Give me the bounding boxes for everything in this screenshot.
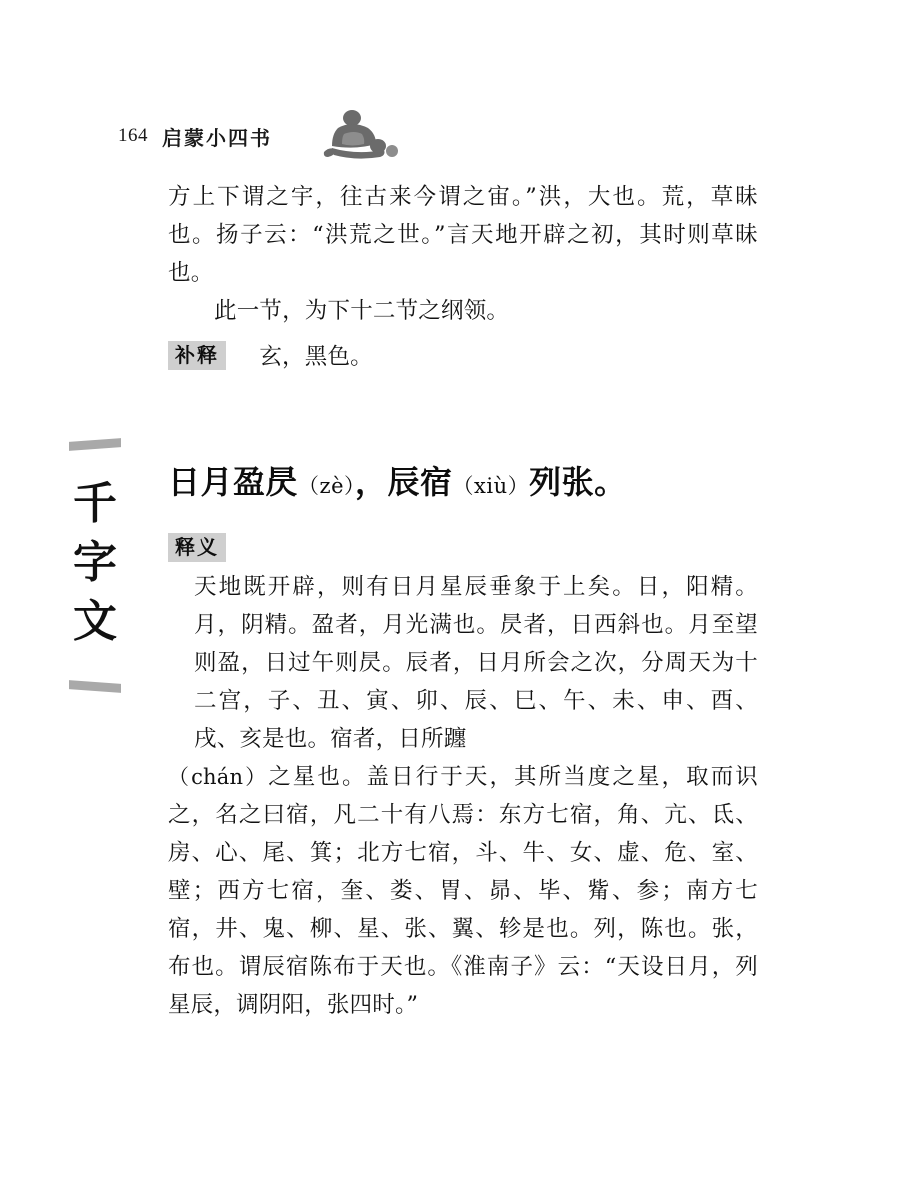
explanation-text-part-1: 天地既开辟，则有日月星辰垂象于上矣。日，阳精。月，阴精。盈者，月光满也。昃者，日西斜也。月至望则盈，日过午则昃。辰者，日月所会之次，分周天为十二宫，子、丑、寅、卯、辰、巳、午、未、申、酉、戌、亥是也。宿者，日所躔 (194, 574, 758, 752)
verse-end-text: 列张。 (529, 463, 627, 501)
verse-pinyin-xiu: （xiù） (452, 474, 530, 498)
side-title-char-2: 字 (73, 536, 117, 588)
verse-pinyin-ze: （zè） (298, 474, 356, 498)
explanation-label-chip: 释义 (168, 533, 226, 562)
page-number: 164 (118, 125, 148, 146)
seated-figure-woodcut-icon (308, 104, 404, 160)
explanation-block (168, 530, 758, 1024)
page-header (118, 108, 404, 164)
note-label-chip: 补释 (168, 341, 226, 370)
verse-main-text: 日月盈昃 (168, 463, 299, 501)
book-title: 启蒙小四书 (162, 125, 272, 150)
explanation-pinyin-chan: （chán） (168, 765, 269, 789)
side-title-char-3: 文 (73, 595, 117, 647)
paragraph-commentary-continued: 方上下谓之宇，往古来今谓之宙。”洪，大也。荒，草昧也。扬子云：“洪荒之世。”言天地开辟之初，其时则草昧也。 (168, 184, 758, 286)
verse-heading (168, 460, 758, 508)
side-title-bar-top (69, 438, 121, 451)
supplementary-note-block (168, 338, 758, 376)
verse-middle-text: ，辰宿 (355, 463, 453, 501)
side-title-bar-bottom (69, 680, 121, 693)
chapter-side-title (60, 440, 130, 691)
paragraph-summary: 此一节，为下十二节之纲领。 (214, 298, 510, 324)
side-title-char-1: 千 (73, 478, 117, 529)
note-text: 玄，黑色。 (259, 344, 373, 370)
main-content-column (168, 178, 758, 1024)
explanation-text-part-2: 之星也。盖日行于天，其所当度之星，取而识之，名之曰宿，凡二十有八焉：东方七宿，角、亢、氐、房、心、尾、箕；北方七宿，斗、牛、女、虚、危、室、壁；西方七宿，奎、娄、胃、昴、毕、觜、参；南方七宿，井、鬼、柳、星、张、翼、轸是也。列，陈也。张，布也。谓辰宿陈布于天也。《淮南子》云：“天设日月，列星辰，调阴阳，张四时。” (168, 764, 758, 1018)
